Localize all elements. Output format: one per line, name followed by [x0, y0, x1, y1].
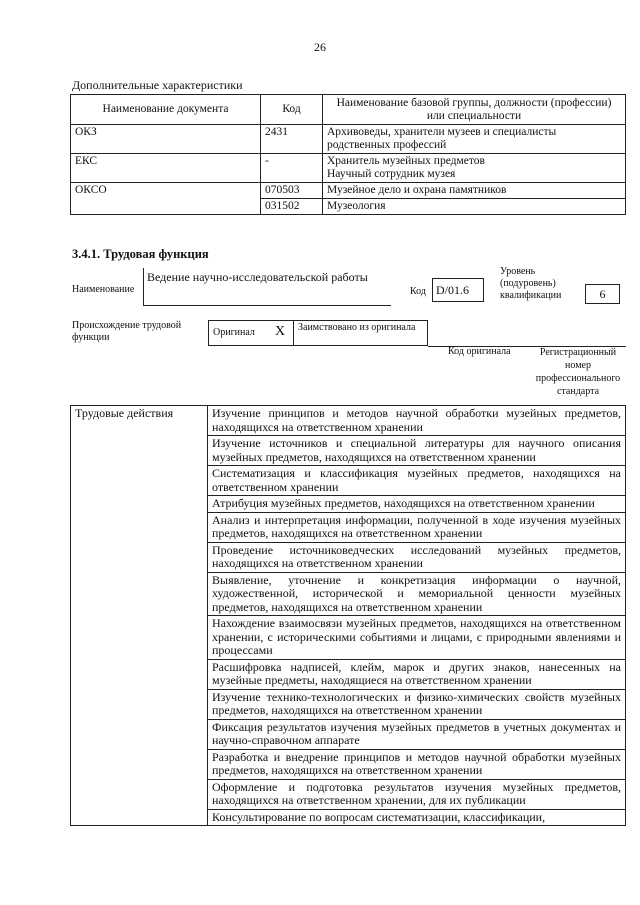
labor-action-item: Изучение источников и специальной литературы для научного описания музейных предметов, находящихся на ответственном хранении	[208, 436, 626, 466]
cell-code: -	[261, 154, 323, 183]
origin-label: Происхождение трудовой функции	[72, 320, 182, 343]
original-code-box	[428, 320, 520, 347]
labor-action-item: Анализ и интерпретация информации, полученной в ходе изучения музейных предметов, находящихся на ответственном хранении	[208, 512, 626, 542]
cell-doc: ОКЗ	[71, 125, 261, 154]
cell-code: 031502	[261, 199, 323, 215]
table-row	[71, 125, 626, 154]
cell-name: Хранитель музейных предметов Научный сотрудник музея	[323, 154, 626, 183]
table-row	[71, 406, 626, 436]
level-label: Уровень (подуровень) квалификации	[500, 266, 562, 301]
cell-doc: ЕКС	[71, 154, 261, 183]
table-row	[71, 183, 626, 199]
reg-number-box	[520, 320, 626, 347]
function-heading: 3.4.1. Трудовая функция	[72, 247, 209, 261]
cell-doc: ОКСО	[71, 183, 261, 215]
page-number: 26	[314, 40, 326, 54]
labor-action-item: Расшифровка надписей, клейм, марок и других знаков, нанесенных на музейные предметы, находящиеся на ответственном хранении	[208, 659, 626, 689]
labor-action-item: Оформление и подготовка результатов изучения музейных предметов, находящихся на ответственном хранении, для их публикации	[208, 779, 626, 809]
labor-action-item: Выявление, уточнение и конкретизация информации о научной, художественной, исторической и мемориальной ценности музейных предметов, находящихся на ответственном хранении	[208, 572, 626, 616]
labor-action-item: Разработка и внедрение принципов и методов научной обработки музейных предметов, находящихся на ответственном хранении	[208, 749, 626, 779]
cell-name: Архивоведы, хранители музеев и специалисты родственных профессий	[323, 125, 626, 154]
labor-action-item: Консультирование по вопросам систематизации, классификации,	[208, 809, 626, 826]
cell-code: 2431	[261, 125, 323, 154]
labor-action-item: Изучение принципов и методов научной обработки музейных предметов, находящихся на ответственном хранении	[208, 406, 626, 436]
code-label: Код	[410, 286, 426, 297]
name-label: Наименование	[72, 284, 135, 295]
borrowed-label: Заимствовано из оригинала	[294, 320, 428, 346]
header-name: Наименование базовой группы, должности (профессии) или специальности	[323, 95, 626, 125]
reg-number-label: Регистрационный номер профессионального стандарта	[535, 347, 621, 397]
cell-code: 070503	[261, 183, 323, 199]
code-original-label: Код оригинала	[448, 346, 511, 357]
labor-action-item: Нахождение взаимосвязи музейных предметов, находящихся на ответственном хранении, с историческими событиями и лицами, с природными явлениями и процессами	[208, 616, 626, 660]
cell-name: Музеология	[323, 199, 626, 215]
function-name-value: Ведение научно-исследовательской работы	[143, 268, 391, 306]
header-code: Код	[261, 95, 323, 125]
labor-action-item: Изучение технико-технологических и физико-химических свойств музейных предметов, находящихся на ответственном хранении	[208, 689, 626, 719]
labor-action-item: Атрибуция музейных предметов, находящихся на ответственном хранении	[208, 496, 626, 513]
original-cell	[208, 320, 294, 346]
table-row	[71, 154, 626, 183]
header-doc: Наименование документа	[71, 95, 261, 125]
labor-actions-label: Трудовые действия	[71, 406, 208, 826]
labor-action-item: Проведение источниковедческих исследований музейных предметов, находящихся на ответственном хранении	[208, 542, 626, 572]
labor-action-item: Фиксация результатов изучения музейных предметов в учетных документах и научно-справочном аппарате	[208, 719, 626, 749]
level-value: 6	[585, 284, 620, 304]
original-label: Оригинал	[213, 327, 255, 338]
labor-actions-table	[70, 405, 626, 826]
cell-name: Музейное дело и охрана памятников	[323, 183, 626, 199]
function-code-value: D/01.6	[432, 278, 484, 302]
additional-characteristics-title: Дополнительные характеристики	[72, 78, 243, 92]
labor-action-item: Систематизация и классификация музейных предметов, находящихся на ответственном хранении	[208, 466, 626, 496]
additional-characteristics-table	[70, 94, 626, 215]
original-mark: X	[275, 324, 286, 339]
